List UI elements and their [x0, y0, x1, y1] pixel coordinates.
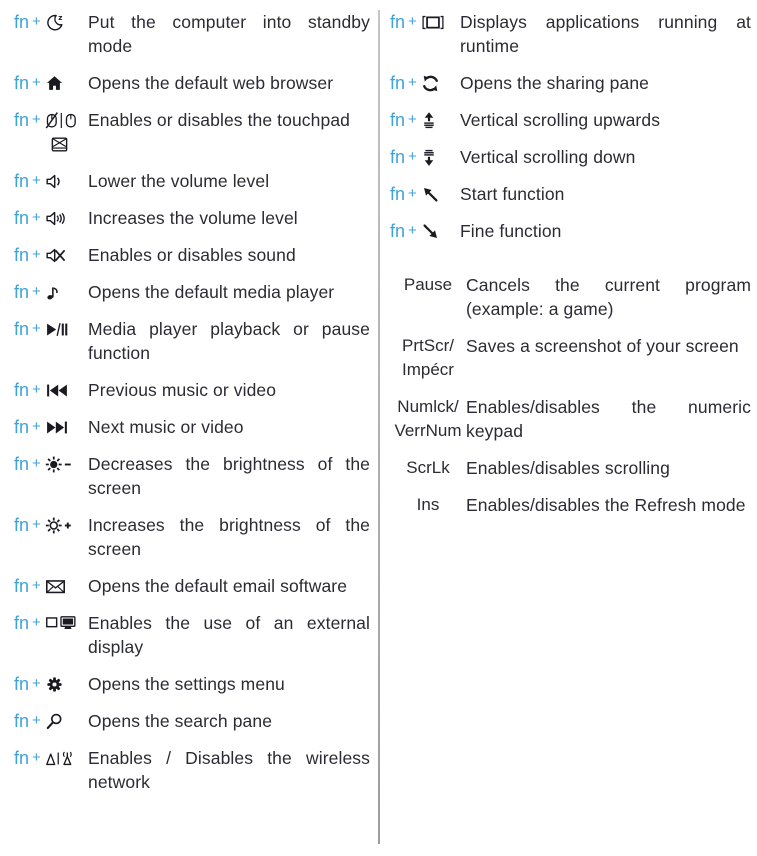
hotkey-key-cell	[14, 611, 88, 635]
hotkey-key-cell	[14, 709, 88, 733]
hotkey-key-combo	[14, 452, 88, 476]
hotkey-row	[14, 513, 370, 561]
hotkey-key-combo	[14, 746, 88, 770]
hotkey-key-combo	[14, 169, 88, 193]
column-divider	[378, 10, 380, 844]
hotkey-key-cell	[14, 746, 88, 770]
plus-sign: +	[408, 111, 417, 128]
hotkey-description: Start function	[460, 184, 565, 204]
hotkey-description: Opens the search pane	[88, 711, 273, 731]
hotkey-row	[14, 243, 370, 267]
fn-key-label: fn	[14, 748, 30, 768]
external-display-icon	[45, 614, 77, 633]
fn-key-label: fn	[14, 319, 30, 339]
hotkey-key-combo	[390, 71, 460, 95]
hotkey-description: Put the computer into standby mode	[88, 12, 370, 56]
email-icon	[45, 577, 66, 596]
plain-key-label-line: VerrNum	[394, 421, 462, 440]
hotkey-row	[390, 182, 751, 206]
hotkey-description: Fine function	[460, 221, 562, 241]
plus-sign: +	[32, 675, 41, 692]
hotkey-description: Vertical scrolling upwards	[460, 110, 661, 130]
hotkey-key-cell	[390, 10, 460, 34]
plain-key-row	[390, 493, 751, 517]
hotkey-row	[390, 10, 751, 58]
hotkey-row	[14, 169, 370, 193]
hotkey-key-combo	[14, 513, 88, 537]
hotkey-row	[14, 709, 370, 733]
next-track-icon	[45, 418, 69, 437]
fn-rows-right	[390, 10, 751, 243]
brightness-down-icon	[45, 455, 72, 474]
plus-sign: +	[32, 516, 41, 533]
sharing-icon	[421, 74, 440, 93]
hotkey-description: Increases the brightness of the screen	[88, 515, 370, 559]
plain-key-label-line: Impécr	[402, 360, 454, 379]
plus-sign: +	[32, 320, 41, 337]
hotkey-row	[14, 317, 370, 365]
plus-sign: +	[32, 381, 41, 398]
hotkey-row	[390, 71, 751, 95]
fn-key-label: fn	[14, 417, 30, 437]
plus-sign: +	[32, 172, 41, 189]
brightness-up-icon	[45, 516, 72, 535]
hotkey-key-cell	[14, 280, 88, 304]
hotkey-key-combo	[390, 108, 460, 132]
hotkey-key-cell	[14, 672, 88, 696]
hotkey-key-cell	[390, 145, 460, 169]
hotkey-row	[390, 145, 751, 169]
hotkey-description: Opens the default media player	[88, 282, 335, 302]
hotkey-description: Enables or disables the touchpad	[88, 110, 350, 130]
fn-key-label: fn	[390, 110, 406, 130]
hotkey-key-combo-line2	[14, 132, 88, 156]
fn-key-label: fn	[390, 184, 406, 204]
hotkey-key-combo	[14, 108, 88, 132]
hotkey-description: Previous music or video	[88, 380, 277, 400]
plain-key-description: Enables/disables the Refresh mode	[466, 495, 746, 515]
fn-key-label: fn	[14, 711, 30, 731]
hotkey-description: Media player playback or pause function	[88, 319, 370, 363]
plain-key-label	[390, 493, 466, 517]
hotkey-key-cell	[14, 513, 88, 537]
hotkey-row	[14, 206, 370, 230]
hotkey-row	[14, 280, 370, 304]
fn-key-label: fn	[390, 221, 406, 241]
plus-sign: +	[32, 74, 41, 91]
hotkey-description: Next music or video	[88, 417, 244, 437]
hotkey-row	[14, 378, 370, 402]
plus-sign: +	[32, 283, 41, 300]
hotkey-column-left	[14, 10, 376, 848]
hotkey-row	[14, 672, 370, 696]
hotkey-key-cell	[14, 452, 88, 476]
scroll-down-icon	[421, 148, 437, 167]
plus-sign: +	[32, 749, 41, 766]
hotkey-key-combo	[14, 672, 88, 696]
hotkey-description: Opens the default web browser	[88, 73, 334, 93]
hotkey-row	[14, 71, 370, 95]
plus-sign: +	[408, 222, 417, 239]
plain-key-label	[390, 395, 466, 443]
hotkey-row	[14, 10, 370, 58]
hotkey-description: Opens the sharing pane	[460, 73, 650, 93]
hotkey-key-cell	[14, 574, 88, 598]
hotkey-key-cell	[14, 108, 88, 156]
hotkey-key-combo	[390, 182, 460, 206]
plain-key-label	[390, 273, 466, 297]
plain-key-label-line: PrtScr/	[402, 336, 454, 355]
hotkey-key-cell	[14, 415, 88, 439]
fn-key-label: fn	[14, 380, 30, 400]
plain-key-description: Enables/disables scrolling	[466, 458, 670, 478]
hotkey-row	[14, 746, 370, 794]
volume-up-icon	[45, 209, 69, 228]
fn-key-label: fn	[14, 454, 30, 474]
hotkey-row	[14, 415, 370, 439]
fn-key-label: fn	[14, 613, 30, 633]
hotkey-description: Decreases the brightness of the screen	[88, 454, 370, 498]
hotkey-key-cell	[14, 10, 88, 34]
plain-key-row	[390, 456, 751, 480]
hotkey-row	[390, 108, 751, 132]
plain-key-label-line: Numlck/	[397, 397, 459, 416]
hotkey-row	[14, 611, 370, 659]
hotkey-description: Enables / Disables the wireless network	[88, 748, 370, 792]
hotkey-key-combo	[390, 219, 460, 243]
hotkey-row	[14, 108, 370, 156]
plus-sign: +	[408, 185, 417, 202]
settings-gear-icon	[45, 675, 64, 694]
plus-sign: +	[32, 209, 41, 226]
hotkey-description: Enables the use of an external display	[88, 613, 370, 657]
plain-key-label-line: Ins	[416, 495, 440, 514]
hotkey-key-combo	[14, 611, 88, 635]
home-icon	[45, 74, 64, 93]
plus-sign: +	[408, 13, 417, 30]
plain-key-row	[390, 334, 751, 382]
touchpad-icon	[50, 135, 69, 154]
hotkey-row	[14, 452, 370, 500]
hotkey-row	[14, 574, 370, 598]
hotkey-description: Displays applications running at runtime	[460, 12, 751, 56]
wireless-icon	[45, 749, 77, 768]
previous-track-icon	[45, 381, 69, 400]
hotkey-description: Enables or disables sound	[88, 245, 296, 265]
plain-key-label-line: ScrLk	[406, 458, 450, 477]
search-icon	[45, 712, 64, 731]
hotkey-key-cell	[390, 108, 460, 132]
hotkey-key-combo	[14, 10, 88, 34]
hotkey-column-right	[382, 10, 751, 848]
plain-key-description: Enables/disables the numeric keypad	[466, 397, 751, 441]
hotkey-description: Vertical scrolling down	[460, 147, 636, 167]
hotkey-key-combo	[14, 378, 88, 402]
fn-key-label: fn	[14, 576, 30, 596]
hotkey-key-cell	[390, 219, 460, 243]
volume-down-icon	[45, 172, 66, 191]
hotkey-key-combo	[14, 71, 88, 95]
arrow-down-right-icon	[421, 222, 440, 241]
plus-sign: +	[408, 148, 417, 165]
hotkey-key-combo	[14, 709, 88, 733]
plus-sign: +	[32, 418, 41, 435]
plus-sign: +	[32, 246, 41, 263]
hotkey-key-cell	[14, 169, 88, 193]
hotkey-key-cell	[14, 71, 88, 95]
hotkey-key-combo	[14, 317, 88, 341]
fn-key-label: fn	[390, 73, 406, 93]
hotkey-key-combo	[14, 280, 88, 304]
hotkey-key-combo	[14, 206, 88, 230]
hotkey-key-cell	[390, 182, 460, 206]
hotkey-row	[390, 219, 751, 243]
hotkey-description: Opens the default email software	[88, 576, 348, 596]
plus-sign: +	[32, 13, 41, 30]
plain-key-rows	[390, 273, 751, 517]
running-apps-icon	[421, 13, 445, 32]
plus-sign: +	[32, 712, 41, 729]
play-pause-icon	[45, 320, 69, 339]
plus-sign: +	[32, 111, 41, 128]
plain-key-label-line: Pause	[403, 275, 453, 294]
hotkey-key-combo	[14, 415, 88, 439]
hotkey-key-combo	[14, 243, 88, 267]
plain-key-label	[390, 456, 466, 480]
hotkey-key-cell	[14, 378, 88, 402]
fn-key-label: fn	[14, 515, 30, 535]
fn-key-label: fn	[14, 171, 30, 191]
fn-key-label: fn	[390, 147, 406, 167]
music-note-icon	[45, 283, 61, 302]
fn-key-label: fn	[14, 282, 30, 302]
fn-key-label: fn	[14, 73, 30, 93]
plus-sign: +	[408, 74, 417, 91]
touchpad-toggle-icon	[45, 111, 80, 130]
hotkey-key-combo	[390, 10, 460, 34]
hotkey-key-cell	[14, 243, 88, 267]
hotkey-key-cell	[14, 206, 88, 230]
plain-key-description: Saves a screenshot of your screen	[466, 336, 739, 356]
fn-key-label: fn	[14, 110, 30, 130]
hotkey-description: Lower the volume level	[88, 171, 270, 191]
plain-key-label	[390, 334, 466, 382]
scroll-up-icon	[421, 111, 437, 130]
hotkey-key-cell	[14, 317, 88, 341]
arrow-up-left-icon	[421, 185, 440, 204]
hotkey-key-cell	[390, 71, 460, 95]
fn-key-label: fn	[14, 245, 30, 265]
plain-key-row	[390, 395, 751, 443]
fn-key-label: fn	[14, 12, 30, 32]
fn-key-label: fn	[390, 12, 406, 32]
plus-sign: +	[32, 455, 41, 472]
plain-key-description: Cancels the current program (example: a game)	[466, 275, 751, 319]
hotkey-key-combo	[390, 145, 460, 169]
hotkey-description: Opens the settings menu	[88, 674, 285, 694]
standby-moon-icon	[45, 13, 66, 32]
plus-sign: +	[32, 614, 41, 631]
plus-sign: +	[32, 577, 41, 594]
plain-key-row	[390, 273, 751, 321]
fn-key-label: fn	[14, 674, 30, 694]
hotkey-description: Increases the volume level	[88, 208, 298, 228]
hotkey-key-combo	[14, 574, 88, 598]
mute-icon	[45, 246, 66, 265]
fn-key-label: fn	[14, 208, 30, 228]
